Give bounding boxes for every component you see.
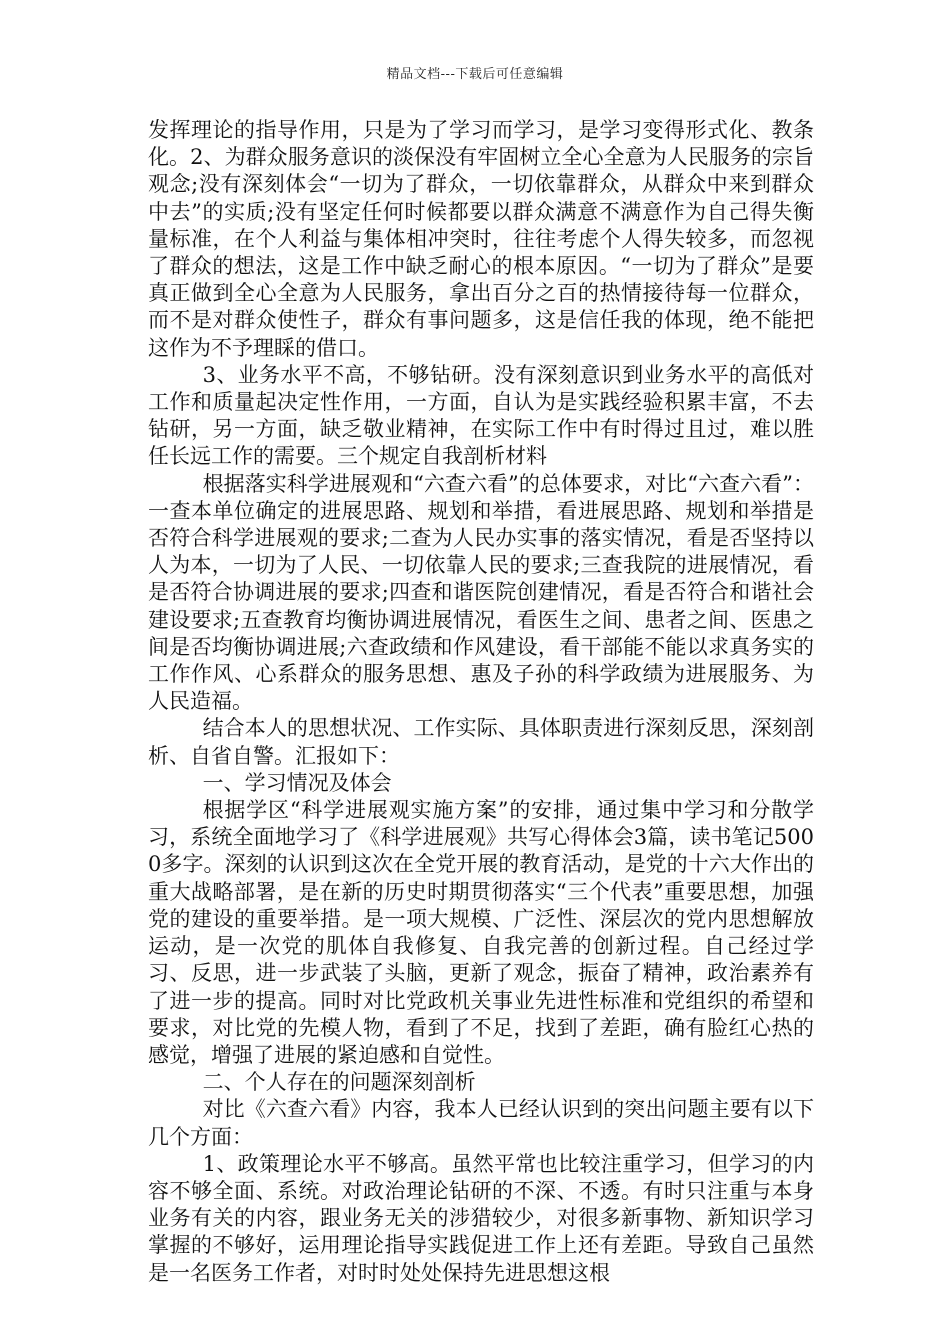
section-heading: 二、个人存在的问题深刻剖析 [202, 1070, 476, 1095]
paragraph: 根据落实科学进展观和“六查六看”的总体要求，对比“六查六看”：一查本单位确定的进展思路、规划和举措，看进展思路、规划和举措是否符合科学进展观的要求;二查为人民办实事的落实情况，看是否坚持以人为本，一切为了人民、一切依靠人民的要求;三查我院的进展情况，看是否符合协调进展的要求;四查和谐医院创建情况，看是否符合和谐社会建设要求;五查教育均衡协调进展情况，看医生之间、患者之间、医患之间是否均衡协调进展;六查政绩和作风建设，看干部能不能以求真务实的工作作风、心系群众的服务思想、惠及子孙的科学政绩为进展服务、为人民造福。 [148, 471, 814, 714]
paragraph: 根据学区“科学进展观实施方案”的安排，通过集中学习和分散学习，系统全面地学习了《科学进展观》共写心得体会3篇，读书笔记5000多字。深刻的认识到这次在全党开展的教育活动，是党的十六大作出的重大战略部署，是在新的历史时期贯彻落实“三个代表”重要思想，加强党的建设的重要举措。是一项大规模、广泛性、深层次的党内思想解放运动，是一次党的肌体自我修复、自我完善的创新过程。自己经过学习、反思，进一步武装了头脑，更新了观念，振奋了精神，政治素养有了进一步的提高。同时对比党政机关事业先进性标准和党组织的希望和要求，对比党的先模人物，看到了不足，找到了差距，确有脸红心热的感觉，增强了进展的紧迫感和自觉性。 [148, 798, 814, 1067]
paragraph: 对比《六查六看》内容，我本人已经认识到的突出问题主要有以下几个方面： [148, 1097, 814, 1149]
section-heading: 一、学习情况及体会 [202, 770, 392, 795]
paragraph: 发挥理论的指导作用，只是为了学习而学习，是学习变得形式化、教条化。2、为群众服务意识的淡保没有牢固树立全心全意为人民服务的宗旨观念;没有深刻体会“一切为了群众，一切依靠群众，从群众中来到群众中去”的实质;没有坚定任何时候都要以群众满意不满意作为自己得失衡量标准，在个人利益与集体相冲突时，往往考虑个人得失较多，而忽视了群众的想法，这是工作中缺乏耐心的根本原因。“一切为了群众”是要真正做到全心全意为人民服务，拿出百分之百的热情接待每一位群众，而不是对群众使性子，群众有事问题多，这是信任我的体现，绝不能把这作为不予理睬的借口。 [148, 118, 814, 360]
document-body [148, 117, 814, 1287]
paragraph: 3、业务水平不高，不够钻研。没有深刻意识到业务水平的高低对工作和质量起决定性作用，一方面，自认为是实践经验积累丰富，不去钻研，另一方面，缺乏敬业精神，在实际工作中有时得过且过，难以胜任长远工作的需要。三个规定自我剖析材料 [148, 362, 814, 469]
paragraph: 结合本人的思想状况、工作实际、具体职责进行深刻反思，深刻剖析、自省自警。汇报如下： [148, 716, 814, 768]
page-header-note: 精品文档---下载后可任意编辑 [386, 67, 564, 82]
paragraph: 1、政策理论水平不够高。虽然平常也比较注重学习，但学习的内容不够全面、系统。对政治理论钻研的不深、不透。有时只注重与本身业务有关的内容，跟业务无关的涉猎较少，对很多新事物、新知识学习掌握的不够好，运用理论指导实践促进工作上还有差距。导致自己虽然是一名医务工作者，对时时处处保持先进思想这根 [148, 1151, 814, 1285]
